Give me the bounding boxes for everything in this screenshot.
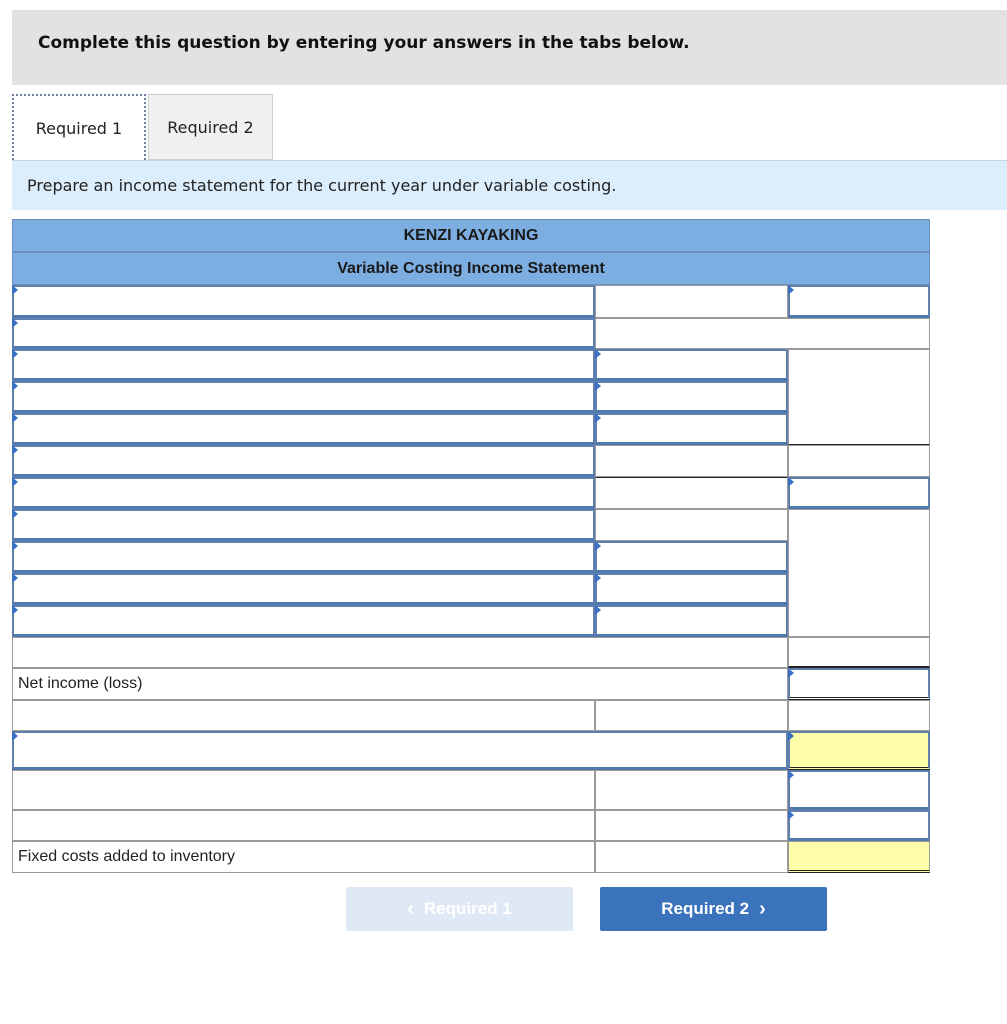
dropdown-marker-icon: [12, 541, 18, 551]
total-input[interactable]: [788, 770, 930, 810]
dropdown-marker-icon: [12, 477, 18, 487]
total-cell: [788, 445, 930, 477]
blank-cell: [595, 700, 788, 731]
statement-row: [12, 810, 930, 841]
statement-row: [12, 700, 930, 731]
dropdown-marker-icon: [595, 573, 601, 583]
blank-cell: [12, 700, 595, 731]
dropdown-marker-icon: [12, 731, 18, 741]
blank-cell: [12, 770, 595, 810]
total-input[interactable]: [788, 477, 930, 509]
net-income-input[interactable]: [788, 668, 930, 700]
statement-title-header: [12, 252, 930, 285]
label-input[interactable]: [12, 605, 595, 637]
dropdown-marker-icon: [788, 285, 794, 295]
tab-required-1[interactable]: [12, 94, 146, 160]
label-input[interactable]: [12, 731, 788, 770]
dropdown-marker-icon: [788, 770, 794, 780]
question-title: Complete this question by entering your answers in the tabs below.: [38, 33, 690, 53]
label-input[interactable]: [12, 445, 595, 477]
next-required-button[interactable]: [600, 887, 827, 931]
blank-cell: [595, 810, 788, 841]
dropdown-marker-icon: [595, 541, 601, 551]
dropdown-marker-icon: [788, 477, 794, 487]
blank-cell: [595, 770, 788, 810]
label-input[interactable]: [12, 477, 595, 509]
empty-total-cell: [788, 509, 930, 637]
tab-required-1-label: Required 1: [35, 118, 123, 138]
amount-cell: [595, 285, 788, 318]
total-cell: [788, 637, 930, 668]
tab-required-2[interactable]: [148, 94, 273, 160]
prev-button-label: Required 1: [423, 899, 512, 918]
label-input[interactable]: [12, 509, 595, 541]
company-name: KENZI KAYAKING: [403, 226, 539, 244]
blank-cell: [595, 841, 788, 873]
dropdown-marker-icon: [595, 605, 601, 615]
prev-required-button[interactable]: [346, 887, 573, 931]
fixed-costs-label-cell: [12, 841, 595, 873]
net-income-row: [12, 668, 930, 700]
amount-input[interactable]: [595, 573, 788, 605]
amount-input[interactable]: [595, 349, 788, 381]
amount-input[interactable]: [595, 381, 788, 413]
amount-cell: [595, 477, 788, 509]
total-input[interactable]: [788, 810, 930, 841]
dropdown-marker-icon: [12, 605, 18, 615]
amount-cell: [595, 509, 788, 541]
highlighted-total-input[interactable]: [788, 731, 930, 770]
dropdown-marker-icon: [595, 349, 601, 359]
amount-cell: [595, 318, 930, 349]
instruction-text: Prepare an income statement for the current year under variable costing.: [27, 176, 617, 195]
dropdown-marker-icon: [788, 810, 794, 820]
dropdown-marker-icon: [788, 668, 794, 678]
dropdown-marker-icon: [595, 381, 601, 391]
label-input[interactable]: [12, 541, 595, 573]
statement-row: [12, 318, 930, 349]
dropdown-marker-icon: [12, 285, 18, 295]
blank-cell: [788, 700, 930, 731]
label-input[interactable]: [12, 318, 595, 349]
tab-required-2-label: Required 2: [167, 117, 254, 137]
label-input[interactable]: [12, 573, 595, 605]
label-input[interactable]: [12, 381, 595, 413]
statement-row: [12, 285, 930, 318]
dropdown-marker-icon: [12, 381, 18, 391]
fixed-costs-label: Fixed costs added to inventory: [18, 848, 236, 865]
statement-row: [12, 637, 930, 668]
blank-cell: [12, 810, 595, 841]
label-input[interactable]: [12, 285, 595, 318]
amount-input[interactable]: [595, 605, 788, 637]
fixed-costs-value: [788, 841, 930, 873]
dropdown-marker-icon: [12, 318, 18, 328]
statement-row: [12, 445, 930, 477]
question-header: [12, 10, 1007, 85]
net-income-label-cell: [12, 668, 788, 700]
next-button-label: Required 2: [661, 899, 750, 918]
empty-total-cell: [788, 349, 930, 445]
dropdown-marker-icon: [12, 349, 18, 359]
dropdown-marker-icon: [12, 413, 18, 423]
statement-row: [12, 477, 930, 509]
instruction-bar: [12, 160, 1007, 210]
dropdown-marker-icon: [595, 413, 601, 423]
net-income-label: Net income (loss): [18, 675, 143, 692]
chevron-right-icon: ›: [759, 897, 766, 920]
dropdown-marker-icon: [12, 445, 18, 455]
dropdown-marker-icon: [788, 731, 794, 741]
dropdown-marker-icon: [12, 573, 18, 583]
fixed-costs-row: [12, 841, 930, 873]
blank-cell: [12, 637, 788, 668]
dropdown-marker-icon: [12, 509, 18, 519]
reconciliation-row: [12, 731, 930, 770]
total-input[interactable]: [788, 285, 930, 318]
statement-title: Variable Costing Income Statement: [337, 259, 605, 277]
chevron-left-icon: ‹: [407, 897, 414, 920]
income-statement-sheet: [12, 219, 930, 874]
statement-row: [12, 770, 930, 810]
amount-cell: [595, 445, 788, 477]
label-input[interactable]: [12, 413, 595, 445]
company-name-header: [12, 219, 930, 252]
label-input[interactable]: [12, 349, 595, 381]
amount-input[interactable]: [595, 541, 788, 573]
amount-input[interactable]: [595, 413, 788, 445]
